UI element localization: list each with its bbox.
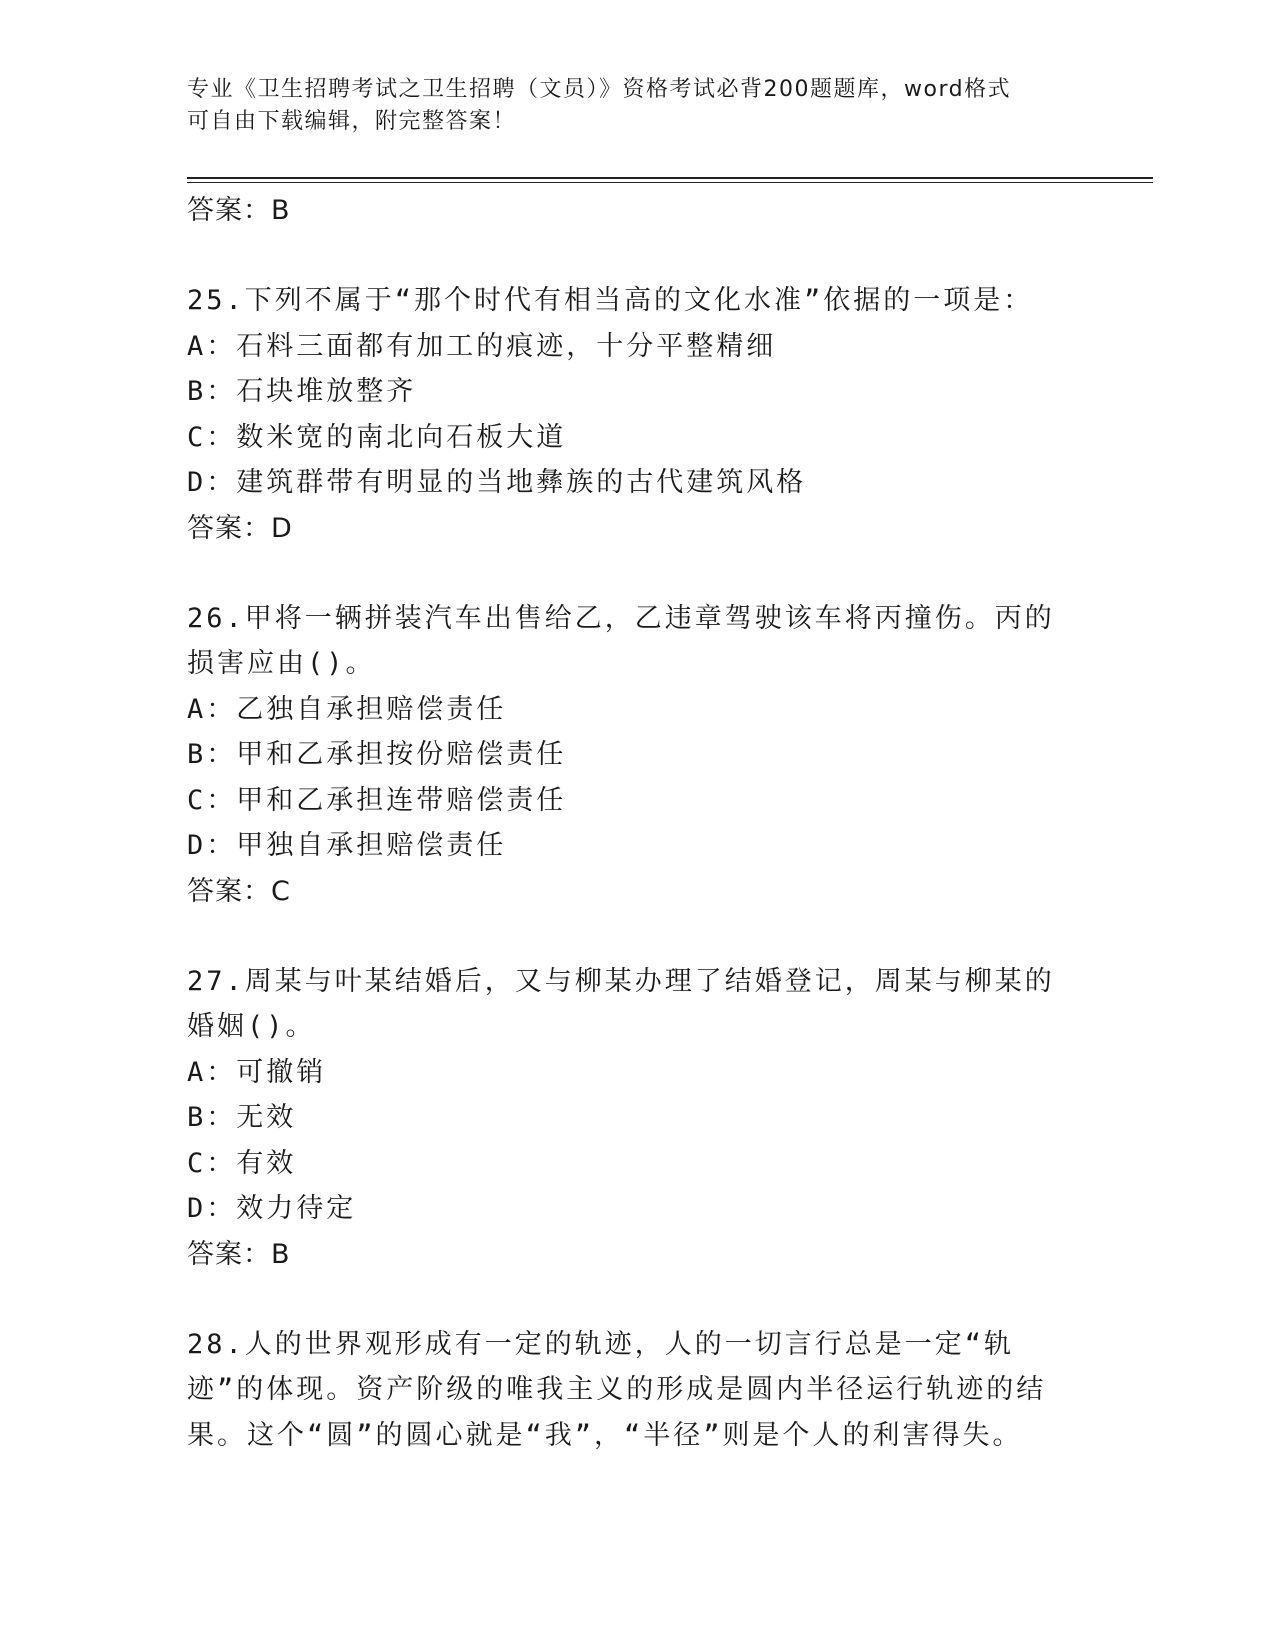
option-d: D：效力待定 <box>187 1193 357 1224</box>
option-c: C：有效 <box>187 1147 297 1179</box>
question-text: 28.人的世界观形成有一定的轨迹，人的一切言行总是一定“轨迹”的体现。资产阶级的唯我主义的形成是圆内半径运行轨迹的结果。这个“圆”的圆心就是“我”，“半径”则是个人的利害得失。 <box>187 1328 1047 1451</box>
option-a: A：乙独自承担赔偿责任 <box>187 693 507 725</box>
option-b: B：甲和乙承担按份赔偿责任 <box>187 739 567 770</box>
option-d: D：建筑群带有明显的当地彝族的古代建筑风格 <box>187 467 807 498</box>
option-b: B：无效 <box>187 1102 297 1133</box>
answer-line: 答案：B <box>187 1238 291 1270</box>
question-28 <box>187 1322 1087 1459</box>
option-a: A：石料三面都有加工的痕迹，十分平整精细 <box>187 330 777 362</box>
option-a: A：可撤销 <box>187 1056 327 1088</box>
header-divider <box>187 177 1153 183</box>
header-line-1: 专业《卫生招聘考试之卫生招聘（文员）》资格考试必背200题题库，word格式 <box>187 77 1012 102</box>
header-line-2: 可自由下载编辑，附完整答案！ <box>187 109 517 134</box>
answer-line: 答案：D <box>187 512 293 544</box>
option-b: B：石块堆放整齐 <box>187 376 417 407</box>
question-26 <box>187 596 1087 914</box>
document-header <box>187 74 1087 138</box>
question-text: 26.甲将一辆拼装汽车出售给乙，乙违章驾驶该车将丙撞伤。丙的损害应由()。 <box>187 602 1055 679</box>
option-d: D：甲独自承担赔偿责任 <box>187 830 507 861</box>
option-c: C：甲和乙承担连带赔偿责任 <box>187 784 567 816</box>
document-body <box>187 188 1087 1458</box>
question-27 <box>187 959 1087 1277</box>
question-25 <box>187 278 1087 551</box>
answer-line: 答案：B <box>187 195 291 226</box>
question-text: 25.下列不属于“那个时代有相当高的文化水准”依据的一项是： <box>187 285 1034 316</box>
answer-line: 答案：C <box>187 875 291 907</box>
question-text: 27.周某与叶某结婚后，又与柳某办理了结婚登记，周某与柳某的婚姻()。 <box>187 965 1055 1042</box>
option-c: C：数米宽的南北向石板大道 <box>187 421 567 453</box>
